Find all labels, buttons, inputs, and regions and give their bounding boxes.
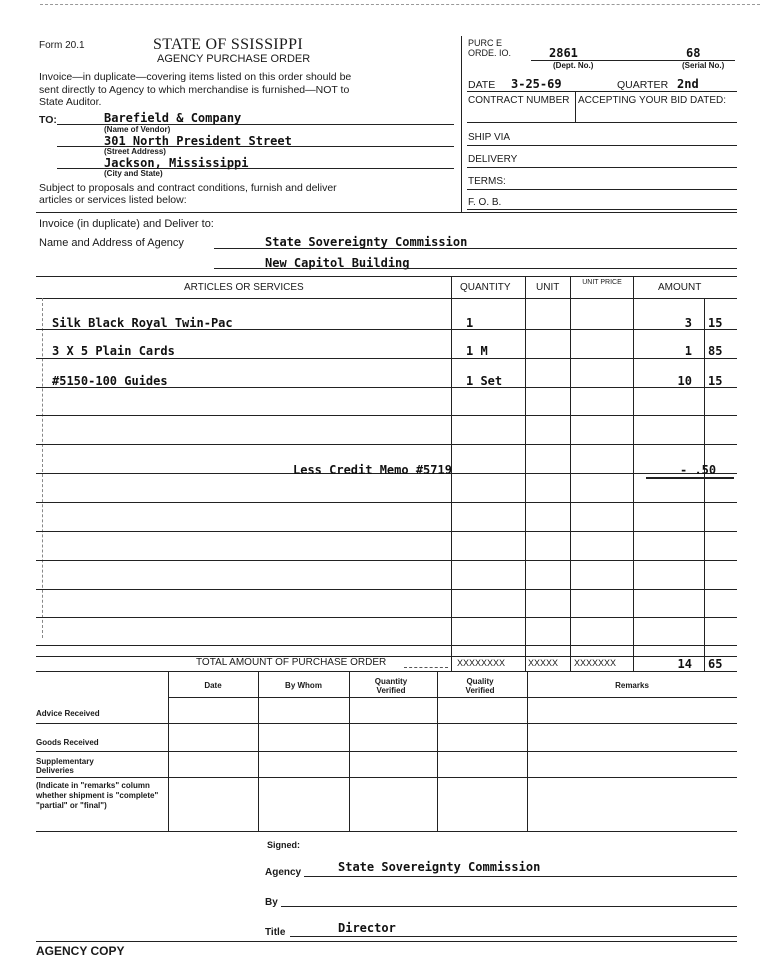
receipt-row-line (36, 751, 737, 752)
ship-via-line (467, 145, 737, 146)
po-label-1: PURC E (468, 38, 503, 48)
receipt-row-supplementary: Supplementary Deliveries (36, 757, 94, 775)
col-articles-header: ARTICLES OR SERVICES (184, 282, 304, 293)
invoice-note-2: sent directly to Agency to which merchandise is furnished—NOT to (39, 84, 350, 96)
agency-copy-label: AGENCY COPY (36, 944, 125, 958)
item-quantity: 1 M (466, 344, 488, 358)
delivery-line (467, 167, 737, 168)
total-line-bottom (36, 671, 737, 672)
by-label: By (265, 897, 278, 908)
delivery-label: DELIVERY (468, 154, 518, 165)
item-cents: 85 (708, 344, 723, 358)
item-quantity: 1 (466, 316, 474, 330)
row-line (36, 560, 737, 561)
receipt-row-advice: Advice Received (36, 709, 100, 718)
section-divider (36, 212, 737, 213)
row-line (36, 589, 737, 590)
table-header-bottom (36, 298, 737, 299)
total-line-top (36, 656, 737, 657)
vendor-city: Jackson, Mississippi (104, 156, 249, 170)
invoice-note-1: Invoice—in duplicate—covering items listed on this order should be (39, 71, 352, 83)
receipt-col-date: Date (204, 681, 222, 690)
date-value: 3-25-69 (511, 77, 562, 91)
row-line (36, 444, 737, 445)
agency-name: State Sovereignty Commission (265, 235, 468, 249)
receipt-row-goods: Goods Received (36, 738, 99, 747)
bid-dated-label: ACCEPTING YOUR BID DATED: (578, 95, 726, 106)
item-quantity: 1 Set (466, 374, 503, 388)
vendor-street-label: (Street Address) (104, 147, 166, 156)
quarter-label: QUARTER (617, 79, 669, 91)
item-dollars: 1 (684, 344, 692, 358)
date-line (467, 91, 737, 92)
row-line (36, 415, 737, 416)
serial-label: (Serial No.) (682, 61, 725, 70)
title-label: Title (265, 927, 286, 938)
receipt-row-indicate: (Indicate in "remarks" column whether shipment is "complete" "partial" or "final") (36, 781, 159, 810)
receipt-row-line (36, 777, 737, 778)
vendor-name-label: (Name of Vendor) (104, 125, 171, 134)
invoice-note-3: State Auditor. (39, 96, 102, 108)
total-price-x: XXXXXXX (574, 658, 617, 668)
top-edge-marks (40, 4, 760, 5)
dept-number: 2861 (549, 46, 578, 60)
agency-name-label: Name and Address of Agency (39, 237, 184, 249)
contract-divider (575, 91, 576, 123)
to-label: TO: (39, 114, 57, 126)
signed-label: Signed: (267, 840, 300, 850)
agency-address: New Capitol Building (265, 256, 410, 270)
col-unit-price-header: UNIT PRICE (582, 279, 622, 286)
item-article: Silk Black Royal Twin-Pac (52, 316, 233, 330)
item-article: 3 X 5 Plain Cards (52, 344, 175, 358)
subject-line-1: Subject to proposals and contract conditions, furnish and deliver (39, 182, 337, 194)
invoice-deliver-line: Invoice (in duplicate) and Deliver to: (39, 218, 214, 230)
row-line (36, 531, 737, 532)
subject-line-2: articles or services listed below: (39, 194, 187, 206)
credit-memo-text: Less Credit Memo #5719 (293, 463, 452, 477)
total-dots (404, 667, 448, 668)
by-line (281, 906, 737, 907)
title-value: Director (338, 921, 396, 935)
total-cents: 65 (708, 657, 723, 671)
item-article: #5150-100 Guides (52, 374, 168, 388)
vendor-street: 301 North President Street (104, 134, 292, 148)
table-top (36, 276, 737, 277)
agency-sig-label: Agency (265, 867, 302, 878)
item-cents: 15 (708, 374, 723, 388)
credit-memo-amount: - .50 (680, 463, 717, 477)
receipt-header-line (168, 697, 737, 698)
vendor-name: Barefield & Company (104, 111, 242, 125)
receipt-col-by-whom: By Whom (285, 681, 322, 690)
credit-underline (646, 477, 734, 479)
footer-line (36, 941, 737, 942)
item-cents: 15 (708, 316, 723, 330)
total-qty-x: XXXXXXXX (457, 658, 506, 668)
receipt-col-quality-verified: Quality Verified (465, 677, 495, 695)
ship-via-label: SHIP VIA (468, 132, 511, 143)
col-unit-header: UNIT (536, 282, 560, 293)
state-title: STATE OF SSISSIPPI (153, 36, 303, 53)
header-divider (461, 36, 462, 212)
terms-line (467, 189, 737, 190)
fob-label: F. O. B. (468, 197, 502, 208)
total-dollars: 14 (677, 657, 692, 671)
receipt-col-remarks: Remarks (615, 681, 649, 690)
row-line (36, 645, 737, 646)
receipt-row-line (36, 831, 737, 832)
col-amount-header: AMOUNT (658, 282, 702, 293)
item-dollars: 10 (677, 374, 692, 388)
fob-line (467, 209, 737, 210)
quarter-value: 2nd (677, 77, 699, 91)
item-dollars: 3 (684, 316, 692, 330)
receipt-col-quantity-verified: Quantity Verified (374, 677, 408, 695)
agency-sig-value: State Sovereignty Commission (338, 860, 541, 874)
po-label-2: ORDE. IO. (468, 48, 512, 58)
form-title: AGENCY PURCHASE ORDER (157, 53, 311, 65)
row-line (36, 358, 737, 359)
total-label: TOTAL AMOUNT OF PURCHASE ORDER (196, 657, 387, 668)
title-line (290, 936, 737, 937)
col-quantity-header: QUANTITY (460, 282, 511, 293)
agency-name-line (214, 248, 737, 249)
row-line (36, 617, 737, 618)
serial-number: 68 (686, 46, 701, 60)
dept-label: (Dept. No.) (553, 61, 594, 70)
cents-divider (704, 298, 705, 671)
row-line (36, 502, 737, 503)
date-label: DATE (468, 79, 496, 91)
article-dash-divider (42, 298, 43, 638)
contract-number-label: CONTRACT NUMBER (468, 95, 570, 106)
total-unit-x: XXXXX (528, 658, 559, 668)
form-number: Form 20.1 (39, 40, 85, 51)
vendor-city-label: (City and State) (104, 169, 163, 178)
contract-line (467, 122, 737, 123)
agency-sig-line (304, 876, 737, 877)
terms-label: TERMS: (468, 176, 506, 187)
receipt-row-line (36, 723, 737, 724)
agency-address-line (214, 268, 737, 269)
